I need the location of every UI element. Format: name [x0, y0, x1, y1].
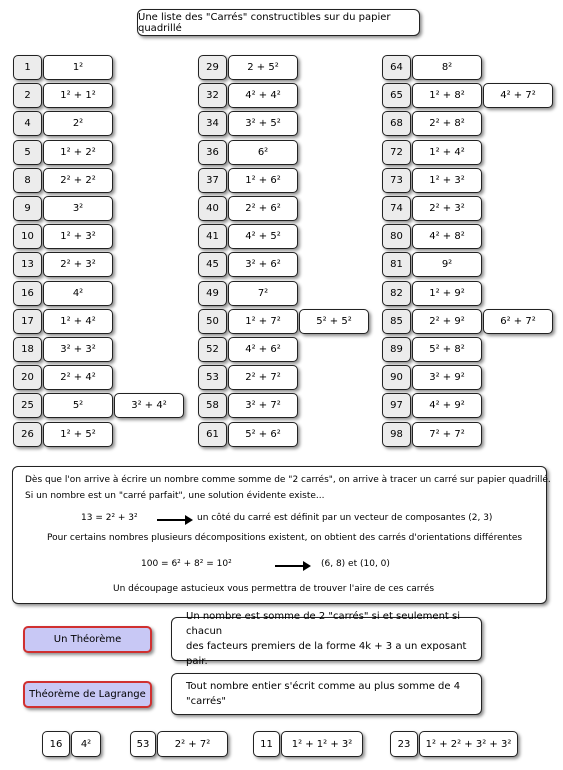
- alt-decomposition-cell: 6² + 7²: [483, 309, 553, 334]
- number-cell: 4: [13, 111, 42, 136]
- decomposition-cell: 1² + 9²: [412, 281, 482, 306]
- decomposition-cell: 8²: [412, 55, 482, 80]
- alt-decomposition-cell: 3² + 4²: [114, 393, 184, 418]
- decomposition-cell: 2² + 3²: [412, 196, 482, 221]
- arrow-icon: [157, 519, 191, 521]
- number-cell: 73: [382, 168, 411, 193]
- decomposition-cell: 2²: [43, 111, 113, 136]
- number-cell: 9: [13, 196, 42, 221]
- number-cell: 58: [198, 393, 227, 418]
- decomposition-cell: 1² + 3²: [412, 168, 482, 193]
- example-expression: 4²: [71, 731, 101, 757]
- info-line-2: Si un nombre est un "carré parfait", une solution évidente existe...: [25, 491, 325, 501]
- decomposition-cell: 1² + 4²: [43, 309, 113, 334]
- example-number: 16: [42, 731, 70, 757]
- info-panel: [12, 466, 551, 604]
- number-cell: 1: [13, 55, 42, 80]
- number-cell: 85: [382, 309, 411, 334]
- number-cell: 97: [382, 393, 411, 418]
- info-equation-2: 100 = 6² + 8² = 10²: [141, 559, 232, 569]
- decomposition-cell: 7² + 7²: [412, 422, 482, 447]
- number-cell: 98: [382, 422, 411, 447]
- example-11: [253, 731, 363, 757]
- decomposition-cell: 3² + 3²: [43, 337, 113, 362]
- example-number: 23: [390, 731, 418, 757]
- example-16: [42, 731, 101, 757]
- example-53: [130, 731, 228, 757]
- decomposition-cell: 3² + 7²: [228, 393, 298, 418]
- theorem-line-1: Un nombre est somme de 2 "carrés" si et seulement si chacun: [186, 611, 460, 637]
- decomposition-cell: 3² + 6²: [228, 252, 298, 277]
- info-line-1: Dès que l'on arrive à écrire un nombre comme somme de "2 carrés", on arrive à tracer un carré sur papier quadrillé.: [25, 475, 551, 485]
- decomposition-cell: 2² + 9²: [412, 309, 482, 334]
- number-cell: 49: [198, 281, 227, 306]
- number-cell: 64: [382, 55, 411, 80]
- decomposition-cell: 1² + 1²: [43, 83, 113, 108]
- number-cell: 40: [198, 196, 227, 221]
- decomposition-cell: 1²: [43, 55, 113, 80]
- decomposition-cell: 5² + 6²: [228, 422, 298, 447]
- number-cell: 52: [198, 337, 227, 362]
- number-cell: 90: [382, 365, 411, 390]
- example-expression: 1² + 1² + 3²: [281, 731, 363, 757]
- number-cell: 26: [13, 422, 42, 447]
- decomposition-cell: 7²: [228, 281, 298, 306]
- decomposition-cell: 3² + 9²: [412, 365, 482, 390]
- lagrange-theorem-line: Tout nombre entier s'écrit comme au plus somme de 4 "carrés": [186, 681, 461, 707]
- example-23: [390, 731, 518, 757]
- number-cell: 81: [382, 252, 411, 277]
- number-cell: 16: [13, 281, 42, 306]
- info-line-4: Un découpage astucieux vous permettra de trouver l'aire de ces carrés: [113, 584, 435, 594]
- number-cell: 82: [382, 281, 411, 306]
- alt-decomposition-cell: 5² + 5²: [299, 309, 369, 334]
- decomposition-cell: 2² + 2²: [43, 168, 113, 193]
- number-cell: 50: [198, 309, 227, 334]
- decomposition-cell: 3²: [43, 196, 113, 221]
- lagrange-theorem-text: [171, 673, 482, 715]
- number-cell: 32: [198, 83, 227, 108]
- arrow-icon: [275, 565, 309, 567]
- number-cell: 8: [13, 168, 42, 193]
- decomposition-cell: 4² + 6²: [228, 337, 298, 362]
- decomposition-cell: 2² + 6²: [228, 196, 298, 221]
- number-cell: 41: [198, 224, 227, 249]
- decomposition-cell: 4² + 5²: [228, 224, 298, 249]
- decomposition-cell: 4² + 4²: [228, 83, 298, 108]
- number-cell: 65: [382, 83, 411, 108]
- decomposition-cell: 1² + 2²: [43, 140, 113, 165]
- lagrange-theorem-button[interactable]: Théorème de Lagrange: [23, 681, 152, 708]
- decomposition-cell: 6²: [228, 140, 298, 165]
- example-expression: 2² + 7²: [157, 731, 228, 757]
- number-cell: 53: [198, 365, 227, 390]
- decomposition-cell: 9²: [412, 252, 482, 277]
- decomposition-cell: 2 + 5²: [228, 55, 298, 80]
- decomposition-cell: 4² + 8²: [412, 224, 482, 249]
- number-cell: 25: [13, 393, 42, 418]
- decomposition-cell: 5²: [43, 393, 113, 418]
- decomposition-cell: 4²: [43, 281, 113, 306]
- info-equation-1: 13 = 2² + 3²: [81, 513, 138, 523]
- number-cell: 61: [198, 422, 227, 447]
- number-cell: 74: [382, 196, 411, 221]
- decomposition-cell: 2² + 8²: [412, 111, 482, 136]
- decomposition-cell: 2² + 4²: [43, 365, 113, 390]
- number-cell: 34: [198, 111, 227, 136]
- example-number: 53: [130, 731, 156, 757]
- decomposition-cell: 1² + 6²: [228, 168, 298, 193]
- info-equation-1-text: un côté du carré est définit par un vecteur de composantes (2, 3): [197, 513, 493, 523]
- number-cell: 37: [198, 168, 227, 193]
- decomposition-cell: 3² + 5²: [228, 111, 298, 136]
- decomposition-cell: 2² + 3²: [43, 252, 113, 277]
- page-title: Une liste des "Carrés" constructibles sur du papier quadrillé: [137, 9, 420, 36]
- decomposition-cell: 1² + 5²: [43, 422, 113, 447]
- info-equation-2-text: (6, 8) et (10, 0): [321, 559, 390, 569]
- number-cell: 17: [13, 309, 42, 334]
- number-cell: 68: [382, 111, 411, 136]
- decomposition-cell: 1² + 8²: [412, 83, 482, 108]
- number-cell: 36: [198, 140, 227, 165]
- number-cell: 72: [382, 140, 411, 165]
- number-cell: 10: [13, 224, 42, 249]
- alt-decomposition-cell: 4² + 7²: [483, 83, 553, 108]
- decomposition-cell: 1² + 4²: [412, 140, 482, 165]
- info-line-3: Pour certains nombres plusieurs décompositions existent, on obtient des carrés d'orientations différentes: [47, 533, 523, 543]
- number-cell: 45: [198, 252, 227, 277]
- number-cell: 18: [13, 337, 42, 362]
- theorem-line-2: des facteurs premiers de la forme 4k + 3 a un exposant pair.: [186, 641, 467, 667]
- example-expression: 1² + 2² + 3² + 3²: [419, 731, 518, 757]
- decomposition-cell: 1² + 7²: [228, 309, 298, 334]
- decomposition-cell: 4² + 9²: [412, 393, 482, 418]
- number-cell: 20: [13, 365, 42, 390]
- number-cell: 89: [382, 337, 411, 362]
- number-cell: 80: [382, 224, 411, 249]
- theorem-text: [171, 611, 482, 667]
- decomposition-cell: 2² + 7²: [228, 365, 298, 390]
- number-cell: 13: [13, 252, 42, 277]
- number-cell: 2: [13, 83, 42, 108]
- theorem-button[interactable]: Un Théorème: [23, 626, 152, 653]
- example-number: 11: [253, 731, 280, 757]
- number-cell: 29: [198, 55, 227, 80]
- decomposition-cell: 5² + 8²: [412, 337, 482, 362]
- number-cell: 5: [13, 140, 42, 165]
- decomposition-cell: 1² + 3²: [43, 224, 113, 249]
